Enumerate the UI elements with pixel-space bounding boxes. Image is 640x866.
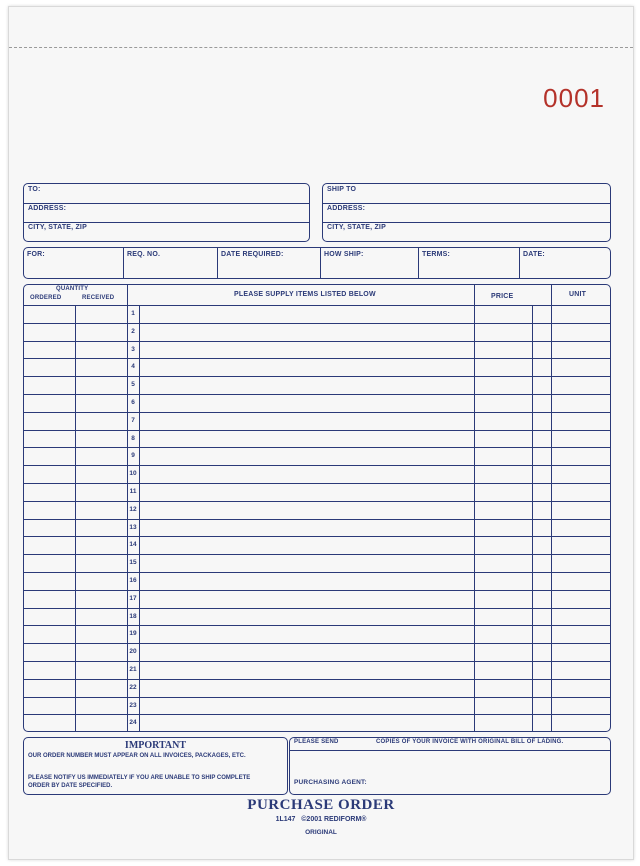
terms-field[interactable] <box>418 248 520 278</box>
footer-copy-name: ORIGINAL <box>305 829 337 836</box>
table-row[interactable] <box>24 465 610 483</box>
table-row[interactable] <box>24 430 610 448</box>
ship-to-label: SHIP TO <box>327 186 357 193</box>
address-field[interactable] <box>24 203 309 223</box>
line-number: 22 <box>129 683 137 691</box>
important-box <box>23 737 288 795</box>
city-label: CITY, STATE, ZIP <box>28 224 87 231</box>
price-header: PRICE <box>491 293 514 300</box>
line-number: 7 <box>131 416 135 424</box>
to-label: TO: <box>28 186 41 193</box>
line-number: 6 <box>131 399 135 406</box>
line-number: 10 <box>129 470 137 478</box>
copies-text: COPIES OF YOUR INVOICE WITH ORIGINAL BILL OF LADING. <box>376 739 564 745</box>
items-table <box>23 284 611 732</box>
table-row[interactable] <box>24 501 610 519</box>
line-number: 21 <box>129 666 137 673</box>
line-number: 5 <box>131 381 135 389</box>
line-number: 12 <box>129 505 137 513</box>
footer-code-line <box>9 816 633 823</box>
table-row[interactable] <box>24 714 610 732</box>
table-row[interactable] <box>24 608 610 626</box>
terms-label: TERMS: <box>422 251 451 258</box>
table-row[interactable] <box>24 697 610 715</box>
table-row[interactable] <box>24 661 610 679</box>
ship-to-field[interactable] <box>323 184 610 204</box>
line-number: 13 <box>129 523 137 531</box>
table-row[interactable] <box>24 323 610 341</box>
important-title: IMPORTANT <box>124 740 187 751</box>
quantity-label: QUANTITY <box>56 286 89 292</box>
ship-address-label: ADDRESS: <box>327 205 366 212</box>
table-row[interactable] <box>24 305 610 323</box>
table-row[interactable] <box>24 554 610 572</box>
line-number: 3 <box>131 345 135 353</box>
footer-code: 1L147 <box>275 816 296 823</box>
date-field[interactable] <box>519 248 611 278</box>
table-row[interactable] <box>24 483 610 501</box>
table-row[interactable] <box>24 643 610 661</box>
received-label: RECEIVED <box>82 295 115 301</box>
table-row[interactable] <box>24 358 610 376</box>
items-table-header <box>24 285 610 306</box>
order-fields-box <box>23 247 611 279</box>
line-number: 1 <box>131 310 135 317</box>
line-number: 9 <box>131 452 135 460</box>
line-number: 16 <box>129 577 137 584</box>
line-number: 17 <box>129 594 137 602</box>
footer-copyright: ©2001 REDIFORM® <box>301 816 367 823</box>
line-number: 24 <box>129 719 137 727</box>
table-row[interactable] <box>24 572 610 590</box>
line-number: 2 <box>131 327 135 335</box>
table-row[interactable] <box>24 679 610 697</box>
please-send-label: PLEASE SEND <box>294 739 339 745</box>
line-number: 14 <box>129 541 137 549</box>
unit-header: UNIT <box>569 291 587 298</box>
req-no-field[interactable] <box>123 248 218 278</box>
purchase-order-sheet <box>8 6 634 860</box>
to-box <box>23 183 310 242</box>
line-number: 20 <box>129 648 137 656</box>
to-field[interactable] <box>24 184 309 204</box>
important-line-1: OUR ORDER NUMBER MUST APPEAR ON ALL INVOICES, PACKAGES, ETC. <box>28 753 246 759</box>
form-number: 0001 <box>543 83 605 113</box>
line-number: 15 <box>129 559 137 567</box>
send-box <box>289 737 611 795</box>
for-label: FOR: <box>27 251 45 258</box>
how-ship-label: HOW SHIP: <box>324 251 364 258</box>
city-field[interactable] <box>24 222 309 241</box>
ship-to-box <box>322 183 611 242</box>
purchasing-agent-field[interactable] <box>290 750 610 794</box>
line-number: 11 <box>129 488 137 495</box>
line-number: 19 <box>129 630 137 638</box>
purchasing-agent-label: PURCHASING AGENT: <box>294 779 367 786</box>
table-row[interactable] <box>24 519 610 537</box>
date-required-label: DATE REQUIRED: <box>221 251 284 258</box>
address-label: ADDRESS: <box>28 205 67 212</box>
footer-title: PURCHASE ORDER <box>247 797 395 813</box>
ship-city-field[interactable] <box>323 222 610 241</box>
line-number: 8 <box>131 434 135 442</box>
table-row[interactable] <box>24 590 610 608</box>
table-row[interactable] <box>24 394 610 412</box>
table-row[interactable] <box>24 625 610 643</box>
date-required-field[interactable] <box>217 248 321 278</box>
line-number: 18 <box>129 612 137 620</box>
ship-city-label: CITY, STATE, ZIP <box>327 224 386 231</box>
date-label: DATE: <box>523 251 545 258</box>
table-row[interactable] <box>24 536 610 554</box>
table-row[interactable] <box>24 412 610 430</box>
table-row[interactable] <box>24 376 610 394</box>
description-header: PLEASE SUPPLY ITEMS LISTED BELOW <box>234 291 376 298</box>
ordered-label: ORDERED <box>30 295 62 301</box>
for-field[interactable] <box>24 248 123 278</box>
line-number: 23 <box>129 701 137 709</box>
req-no-label: REQ. NO. <box>127 251 161 258</box>
ship-address-field[interactable] <box>323 203 610 223</box>
perforation-line <box>9 47 633 48</box>
line-number: 4 <box>131 363 135 371</box>
how-ship-field[interactable] <box>320 248 419 278</box>
table-row[interactable] <box>24 447 610 465</box>
table-row[interactable] <box>24 341 610 359</box>
important-line-2: PLEASE NOTIFY US IMMEDIATELY IF YOU ARE UNABLE TO SHIP COMPLETE ORDER BY DATE SPECIFIED. <box>28 775 251 789</box>
